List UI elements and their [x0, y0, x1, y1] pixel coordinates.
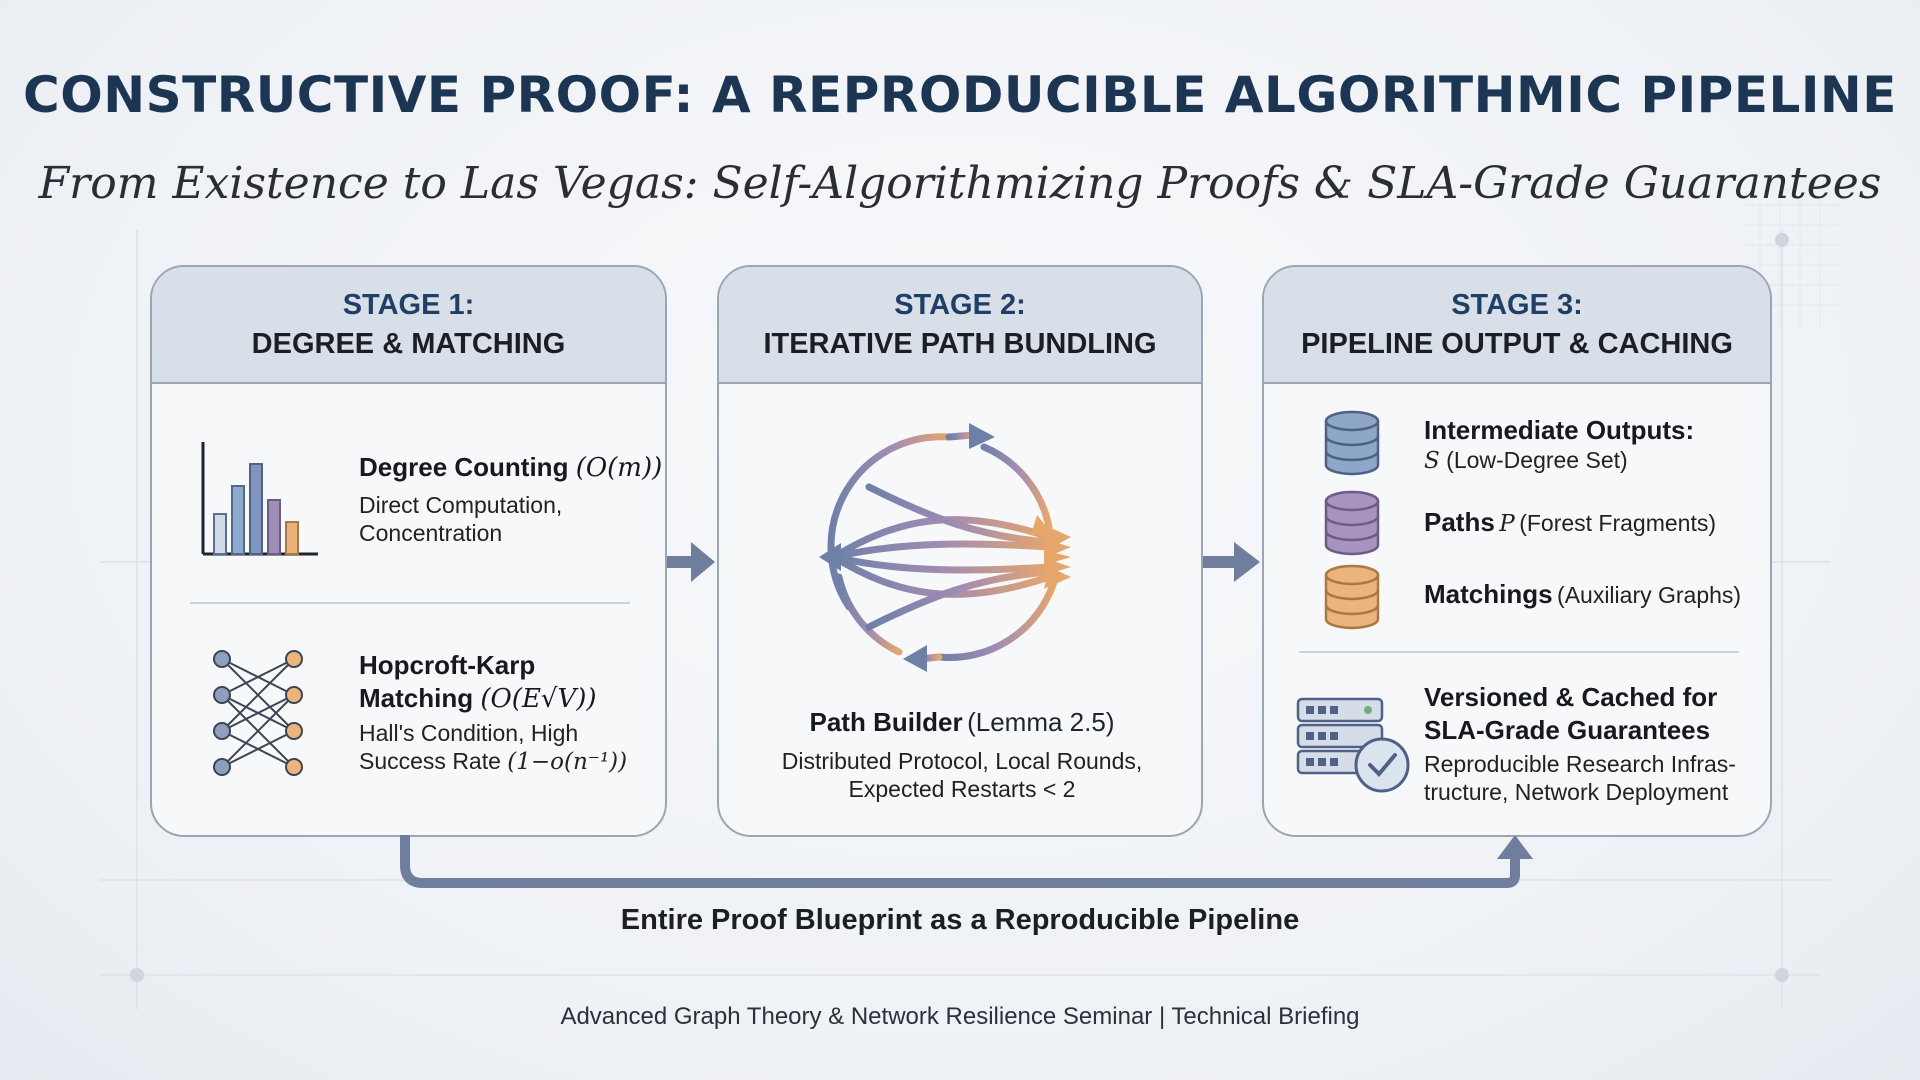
stage-1-divider [190, 602, 630, 604]
arrow-stage1-to-stage2 [667, 540, 717, 584]
hopcroft-karp-success-rate: (1−o(n⁻¹)) [507, 749, 628, 775]
versioned-cached-title-line1: Versioned & Cached for [1424, 682, 1718, 712]
page-title: CONSTRUCTIVE PROOF: A REPRODUCIBLE ALGORITHMIC PIPELINE [23, 66, 1897, 124]
hopcroft-karp-label: Matching [359, 683, 474, 713]
versioned-cached-desc-line2: tructure, Network Deployment [1424, 779, 1729, 805]
degree-counting-title [359, 452, 662, 483]
versioned-cached-item [1424, 681, 1717, 747]
path-builder-desc-line2: Expected Restarts < 2 [848, 776, 1076, 802]
pipeline-caption: Entire Proof Blueprint as a Reproducible Pipeline [620, 904, 1300, 936]
path-builder-title [719, 707, 1203, 738]
server-clock-icon [1294, 695, 1424, 805]
degree-counting-desc-line2: Concentration [359, 520, 503, 546]
database-purple-icon [1322, 489, 1382, 557]
paths-desc: (Forest Fragments) [1519, 510, 1717, 536]
matchings-label: Matchings [1424, 579, 1553, 609]
intermediate-outputs-label: Intermediate Outputs: [1424, 415, 1695, 445]
hopcroft-karp-title [359, 649, 597, 716]
stage-1-header [152, 267, 665, 384]
low-degree-set-symbol: S [1424, 448, 1440, 474]
paths-label: Paths [1424, 507, 1495, 537]
versioned-cached-desc-line1: Reproducible Research Infras- [1424, 751, 1736, 777]
stage-3-header [1264, 267, 1770, 384]
hopcroft-karp-title-line2 [359, 682, 597, 716]
path-builder-desc [719, 747, 1203, 803]
matchings-item [1424, 579, 1741, 610]
matchings-desc: (Auxiliary Graphs) [1557, 582, 1742, 608]
versioned-cached-title-line2: SLA-Grade Guarantees [1424, 715, 1711, 745]
stage-1-number: STAGE 1: [342, 289, 475, 321]
arrow-stage2-to-stage3 [1203, 540, 1262, 584]
hopcroft-karp-desc [359, 719, 627, 776]
path-builder-lemma: (Lemma 2.5) [967, 707, 1115, 737]
stage-3-number: STAGE 3: [1451, 289, 1583, 321]
degree-counting-desc-line1: Direct Computation, [359, 492, 563, 518]
degree-counting-complexity: (O(m)) [575, 453, 663, 483]
seminar-credit: Advanced Graph Theory & Network Resilience Seminar | Technical Briefing [560, 1003, 1360, 1030]
stage-1-panel [150, 265, 667, 837]
path-bundling-icon [809, 407, 1109, 687]
hopcroft-karp-complexity: (O(E√V)) [480, 684, 597, 714]
hopcroft-karp-title-line1: Hopcroft-Karp [359, 650, 536, 680]
hopcroft-karp-success-label: Success Rate [359, 748, 508, 774]
hopcroft-karp-desc-line2 [359, 747, 627, 776]
intermediate-outputs-item [1424, 415, 1694, 475]
pipeline-loop-arrow [395, 835, 1535, 895]
paths-symbol: P [1499, 511, 1515, 537]
degree-counting-desc [359, 491, 562, 547]
stage-2-panel [717, 265, 1203, 837]
path-builder-desc-line1: Distributed Protocol, Local Rounds, [781, 748, 1143, 774]
bipartite-graph-icon [210, 647, 310, 777]
database-blue-icon [1322, 409, 1382, 477]
degree-counting-label: Degree Counting [359, 452, 569, 482]
stage-2-number: STAGE 2: [894, 289, 1026, 321]
stage-1-name: DEGREE & MATCHING [251, 328, 566, 360]
path-builder-label: Path Builder [809, 707, 963, 737]
stage-3-divider [1299, 651, 1739, 653]
stage-3-panel [1262, 265, 1772, 837]
low-degree-set-desc: (Low-Degree Set) [1446, 447, 1628, 473]
paths-item [1424, 507, 1716, 538]
stage-3-name: PIPELINE OUTPUT & CACHING [1301, 328, 1733, 360]
database-orange-icon [1322, 563, 1382, 631]
stage-2-name: ITERATIVE PATH BUNDLING [763, 328, 1157, 360]
page-subtitle: From Existence to Las Vegas: Self-Algorithmizing Proofs & SLA-Grade Guarantees [38, 158, 1882, 209]
versioned-cached-desc [1424, 750, 1736, 806]
hopcroft-karp-desc-line1: Hall's Condition, High [359, 720, 579, 746]
stage-2-header [719, 267, 1201, 384]
bar-chart-icon [200, 437, 320, 557]
